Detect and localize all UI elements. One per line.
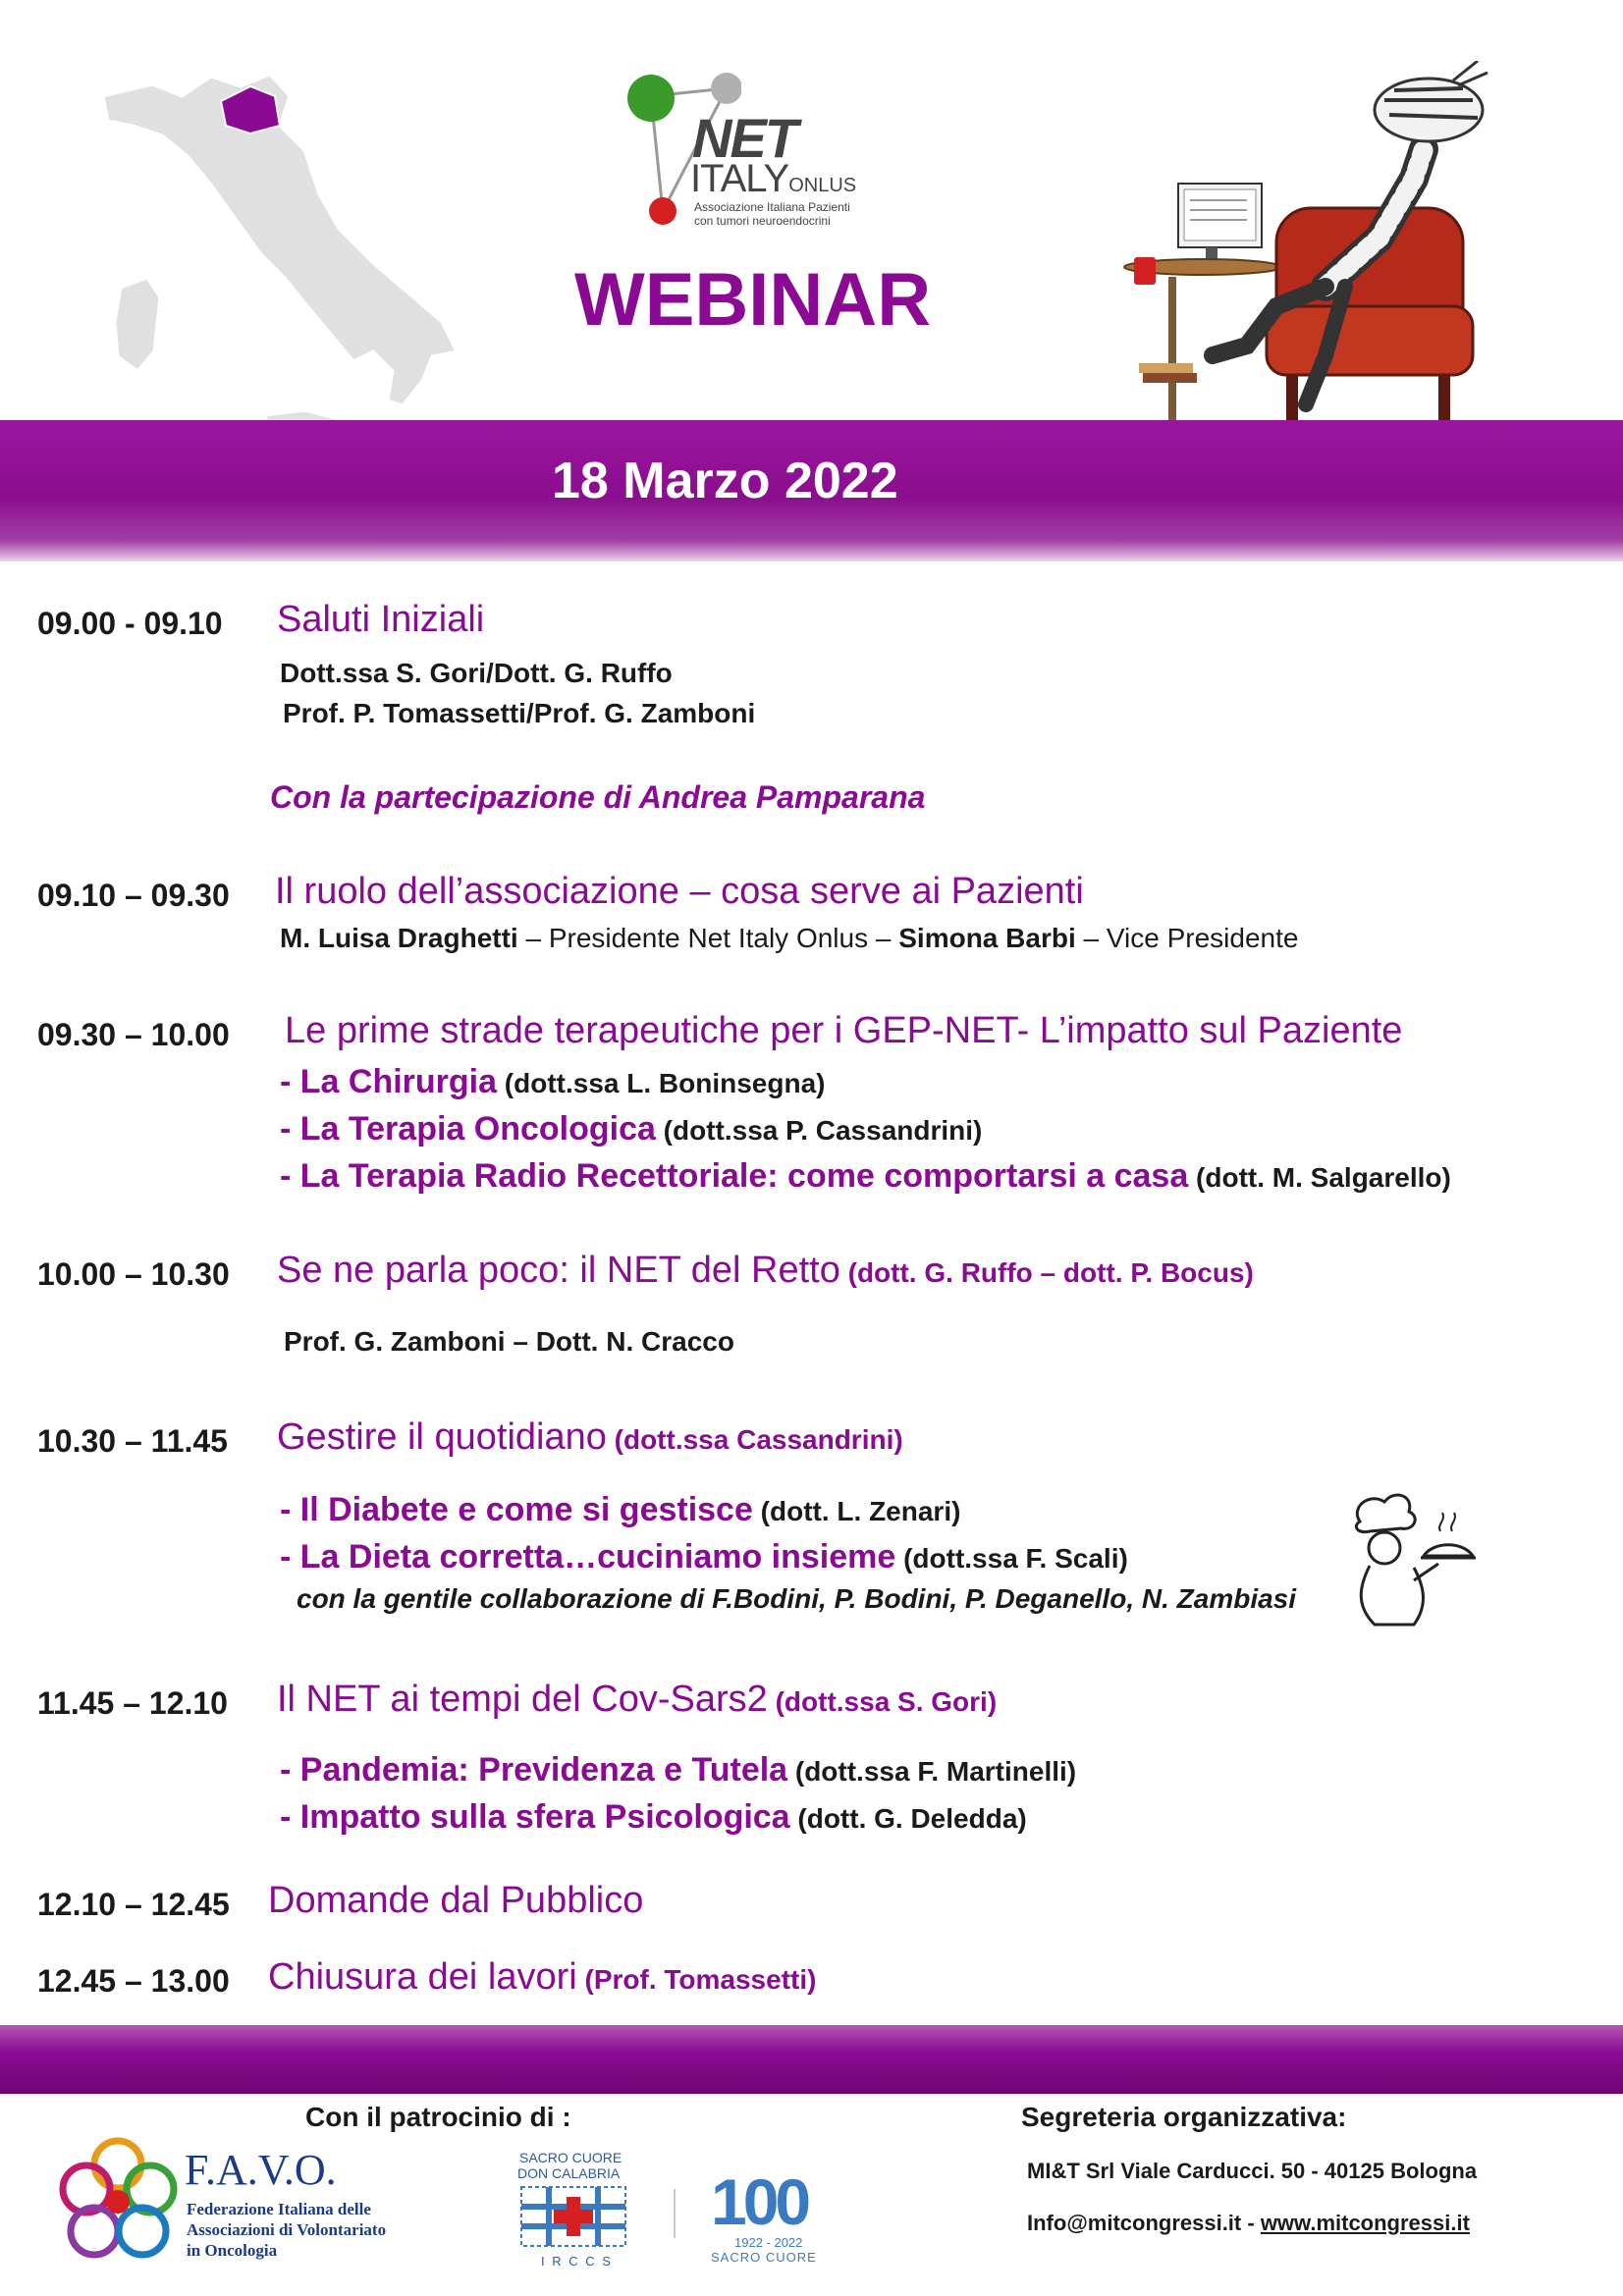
list-item (280, 1751, 1076, 1789)
session-title: Le prime strade terapeutiche per i GEP-NET- L’impatto sul Paziente (285, 1010, 1403, 1051)
session-time: 12.10 – 12.45 (37, 1887, 230, 1922)
sc-irccs: I R C C S (541, 2254, 613, 2269)
topic-label: - La Terapia Oncologica (280, 1110, 656, 1148)
centenary-logo (705, 2164, 828, 2263)
contact-separator: - (1241, 2211, 1261, 2235)
session-chair: (dott. G. Ruffo – dott. P. Bocus) (839, 1257, 1254, 1288)
topic-label: - Impatto sulla sfera Psicologica (280, 1798, 790, 1836)
topic-speaker: (dott.ssa P. Cassandrini) (655, 1115, 983, 1146)
session-title: Saluti Iniziali (277, 599, 485, 640)
secretariat-contacts (1027, 2211, 1470, 2236)
session-title-text: Chiusura dei lavori (268, 1956, 577, 1998)
session-chair: (dott.ssa S. Gori) (767, 1686, 998, 1717)
list-item (280, 1538, 1128, 1576)
topic-speaker: (dott.ssa F. Scali) (895, 1543, 1128, 1574)
centenary-years: 1922 - 2022 (734, 2235, 803, 2250)
page-title: WEBINAR (574, 258, 932, 342)
logo-onlus-text: ONLUS (788, 175, 857, 196)
session-speakers: Prof. G. Zamboni – Dott. N. Cracco (284, 1326, 734, 1357)
list-item (280, 1157, 1451, 1196)
session-title (277, 1679, 997, 1721)
speaker-role: – Vice Presidente (1075, 923, 1299, 953)
session-title-text: Gestire il quotidiano (277, 1416, 607, 1458)
session-chair: (Prof. Tomassetti) (576, 1964, 817, 1995)
italy-map-icon (93, 57, 466, 469)
logo-divider (674, 2189, 676, 2238)
topic-speaker: (dott.ssa F. Martinelli) (787, 1756, 1077, 1787)
sc-name: DON CALABRIA (517, 2165, 621, 2181)
session-speakers: Dott.ssa S. Gori/Dott. G. Ruffo (280, 658, 673, 688)
topic-label: - La Chirurgia (280, 1063, 498, 1100)
logo-tagline-1: Associazione Italiana Pazienti (694, 200, 850, 214)
topic-speaker: (dott. G. Deledda) (789, 1803, 1027, 1834)
list-item (280, 1798, 1027, 1837)
net-italy-logo (623, 69, 879, 240)
topic-label: - Il Diabete e come si gestisce (280, 1491, 753, 1528)
favo-name: F.A.V.O. (185, 2146, 337, 2194)
centenary-name: SACRO CUORE (711, 2250, 817, 2265)
favo-logo (57, 2135, 391, 2272)
favo-desc: Federazione Italiana delle (187, 2200, 371, 2218)
patronage-heading: Con il patrocinio di : (305, 2102, 571, 2132)
website-link[interactable]: www.mitcongressi.it (1260, 2211, 1470, 2235)
session-note: Con la partecipazione di Andrea Pamparana (270, 779, 926, 815)
session-title: Domande dal Pubblico (268, 1880, 644, 1921)
session-title (277, 1250, 1254, 1292)
footer-banner (0, 2025, 1623, 2094)
logo-italy-row (690, 157, 856, 201)
sacro-cuore-logo (514, 2150, 631, 2272)
event-date: 18 Marzo 2022 (552, 453, 898, 509)
logo-italy-text: ITALY (690, 157, 789, 200)
speaker-role: – Presidente Net Italy Onlus – (517, 923, 899, 953)
session-title-text: Se ne parla poco: il NET del Retto (277, 1250, 840, 1291)
list-item (280, 1063, 826, 1101)
session-title-text: Il NET ai tempi del Cov-Sars2 (277, 1679, 768, 1720)
session-time: 11.45 – 12.10 (37, 1685, 228, 1721)
list-item (280, 1491, 960, 1529)
collaboration-note: con la gentile collaborazione di F.Bodini, P. Bodini, P. Deganello, N. Zambiasi (297, 1583, 1297, 1614)
centenary-number: 100 (711, 2165, 808, 2238)
email-link[interactable]: Info@mitcongressi.it (1027, 2211, 1242, 2235)
session-time: 10.00 – 10.30 (37, 1256, 230, 1292)
favo-desc: Associazioni di Volontariato (187, 2220, 387, 2239)
topic-speaker: (dott. L. Zenari) (752, 1496, 961, 1526)
topic-speaker: (dott. M. Salgarello) (1188, 1162, 1451, 1193)
speaker-name: Simona Barbi (898, 923, 1076, 953)
session-title: Il ruolo dell’associazione – cosa serve ai Pazienti (275, 871, 1084, 912)
session-speakers: Prof. P. Tomassetti/Prof. G. Zamboni (283, 698, 756, 728)
topic-label: - La Terapia Radio Recettoriale: come comportarsi a casa (280, 1157, 1189, 1195)
favo-desc: in Oncologia (187, 2241, 278, 2260)
session-time: 09.10 – 09.30 (37, 878, 230, 913)
topic-label: - Pandemia: Previdenza e Tutela (280, 1751, 788, 1789)
logo-net-text: NET (692, 107, 796, 169)
favo-flower-icon (57, 2135, 180, 2268)
secretariat-address: MI&T Srl Viale Carducci. 50 - 40125 Bologna (1027, 2159, 1478, 2183)
logo-tagline-2: con tumori neuroendocrini (694, 214, 831, 228)
session-time: 12.45 – 13.00 (37, 1963, 230, 1999)
speaker-name: M. Luisa Draghetti (280, 923, 518, 953)
secretariat-heading: Segreteria organizzativa: (1021, 2102, 1347, 2132)
session-time: 10.30 – 11.45 (37, 1423, 228, 1459)
session-chair: (dott.ssa Cassandrini) (606, 1424, 903, 1455)
session-title (268, 1956, 816, 1999)
topic-label: - La Dieta corretta…cuciniamo insieme (280, 1538, 896, 1575)
sc-grid-icon (519, 2183, 627, 2250)
session-speakers (280, 923, 1298, 954)
zebra-reading-illustration (1100, 61, 1512, 444)
sc-name: SACRO CUORE (519, 2150, 622, 2165)
list-item (280, 1110, 982, 1148)
session-time: 09.00 - 09.10 (37, 606, 223, 641)
session-time: 09.30 – 10.00 (37, 1017, 230, 1052)
chef-illustration (1330, 1487, 1478, 1634)
session-title (277, 1416, 903, 1459)
topic-speaker: (dott.ssa L. Boninsegna) (497, 1068, 826, 1098)
